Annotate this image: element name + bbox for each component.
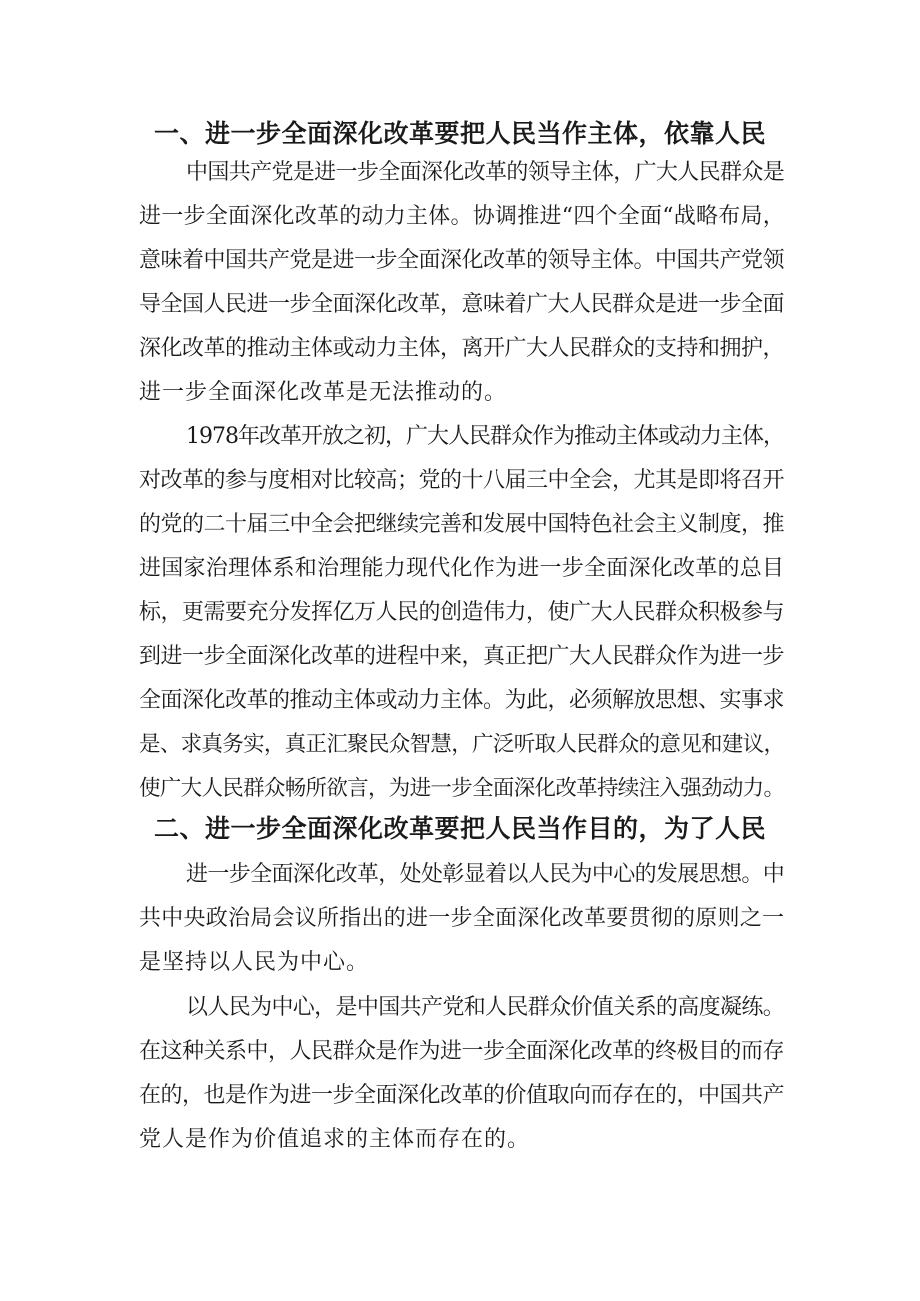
text-line: 进一步全面深化改革的动力主体。协调推进“四个全面“战略布局， [139, 204, 785, 229]
text-line: 以人民为中心，是中国共产党和人民群众价值关系的高度凝练。 [186, 995, 784, 1020]
text-line: 深化改革的推动主体或动力主体，离开广大人民群众的支持和拥护， [139, 336, 785, 361]
text-line: 进一步全面深化改革是无法推动的。 [139, 380, 508, 405]
text-line: 1978年改革开放之初，广大人民群众作为推动主体或动力主体， [186, 424, 784, 449]
text-line: 意味着中国共产党是进一步全面深化改革的领导主体。中国共产党领 [139, 248, 785, 273]
text-line: 在这种关系中，人民群众是作为进一步全面深化改革的终极目的而存 [139, 1039, 785, 1064]
text-line: 进国家治理体系和治理能力现代化作为进一步全面深化改革的总目 [139, 556, 785, 581]
text-line: 到进一步全面深化改革的进程中来，真正把广大人民群众作为进一步 [139, 644, 785, 669]
text-line: 进一步全面深化改革，处处彰显着以人民为中心的发展思想。中 [186, 862, 784, 887]
text-line: 是、求真务实，真正汇聚民众智慧，广泛听取人民群众的意见和建议， [139, 732, 784, 757]
text-line: 共中央政治局会议所指出的进一步全面深化改革要贯彻的原则之一 [139, 906, 785, 931]
text-line: 导全国人民进一步全面深化改革，意味着广大人民群众是进一步全面 [139, 292, 785, 317]
text-line: 标，更需要充分发挥亿万人民的创造伟力，使广大人民群众积极参与 [139, 600, 785, 625]
text-line: 中国共产党是进一步全面深化改革的领导主体，广大人民群众是 [186, 160, 784, 185]
text-line: 对改革的参与度相对比较高；党的十八届三中全会，尤其是即将召开 [139, 468, 785, 493]
text-line: 使广大人民群众畅所欲言，为进一步全面深化改革持续注入强劲动力。 [139, 776, 784, 801]
section-2-heading: 二、进一步全面深化改革要把人民当作目的，为了人民 [153, 814, 766, 843]
text-line: 的党的二十届三中全会把继续完善和发展中国特色社会主义制度，推 [139, 512, 785, 537]
text-line: 党人是作为价值追求的主体而存在的。 [139, 1127, 531, 1152]
text-line: 全面深化改革的推动主体或动力主体。为此，必须解放思想、实事求 [139, 688, 785, 713]
section-1-heading: 一、进一步全面深化改革要把人民当作主体，依靠人民 [153, 119, 766, 148]
text-line: 在的，也是作为进一步全面深化改革的价值取向而存在的，中国共产 [139, 1083, 785, 1108]
text-line: 是坚持以人民为中心。 [139, 950, 370, 975]
